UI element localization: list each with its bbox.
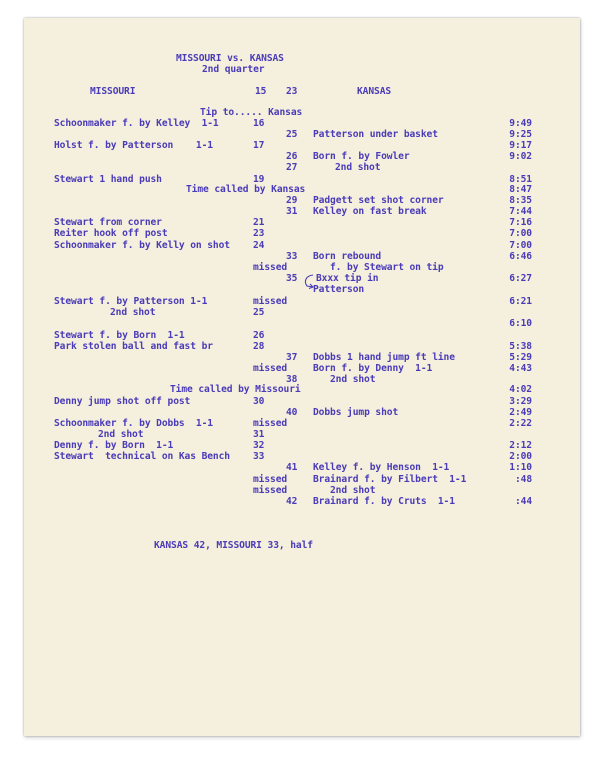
- score-value: 33: [286, 251, 298, 262]
- left-event: Denny f. by Born 1-1: [54, 440, 174, 451]
- left-score-header: 15: [255, 86, 267, 97]
- right-event: Bxxx tip in: [316, 273, 379, 284]
- right-event: Brainard f. by Filbert 1-1: [313, 474, 467, 485]
- page-title: MISSOURI vs. KANSAS: [176, 53, 284, 64]
- score-value: 27: [286, 162, 298, 173]
- game-time: 6:10: [509, 318, 532, 329]
- score-value: 38: [286, 374, 298, 385]
- score-value: missed: [253, 418, 288, 429]
- right-event: Dobbs 1 hand jump ft line: [313, 352, 455, 363]
- game-time: 9:49: [509, 118, 532, 129]
- score-value: 26: [253, 330, 265, 341]
- score-value: 40: [286, 407, 298, 418]
- score-value: 23: [253, 228, 265, 239]
- right-team-header: KANSAS: [357, 86, 392, 97]
- game-time: 6:27: [509, 273, 532, 284]
- right-event: 2nd shot: [330, 485, 376, 496]
- game-time: 2:22: [509, 418, 532, 429]
- score-value: 24: [253, 240, 265, 251]
- left-event: Schoonmaker f. by Kelley 1-1: [54, 118, 219, 129]
- right-event: 2nd shot: [330, 374, 376, 385]
- right-event: Kelley on fast break: [313, 206, 427, 217]
- score-value: 31: [253, 429, 265, 440]
- game-time: 6:21: [509, 296, 532, 307]
- left-event: Stewart technical on Kas Bench: [54, 451, 230, 462]
- score-value: 29: [286, 195, 298, 206]
- game-time: :44: [514, 496, 532, 507]
- game-time: 8:47: [509, 184, 532, 195]
- left-event: Time called by Missouri: [170, 384, 301, 395]
- score-value: 35: [286, 273, 298, 284]
- game-time: 7:00: [509, 240, 532, 251]
- left-event: 2nd shot: [98, 429, 144, 440]
- game-time: 4:43: [509, 363, 532, 374]
- score-value: missed: [253, 262, 288, 273]
- right-score-header: 23: [286, 86, 298, 97]
- game-time: 5:38: [509, 341, 532, 352]
- game-time: 7:44: [509, 206, 532, 217]
- left-event: Stewart from corner: [54, 217, 162, 228]
- right-event: Patterson under basket: [313, 129, 438, 140]
- score-value: 25: [253, 307, 265, 318]
- game-time: 4:02: [509, 384, 532, 395]
- left-event: Park stolen ball and fast br: [54, 341, 213, 352]
- left-event: 2nd shot: [110, 307, 156, 318]
- score-value: missed: [253, 485, 288, 496]
- score-value: 30: [253, 396, 265, 407]
- game-time: 8:51: [509, 174, 532, 185]
- right-event: f. by Stewart on tip: [330, 262, 444, 273]
- score-value: 25: [286, 129, 298, 140]
- game-time: 2:12: [509, 440, 532, 451]
- score-value: 26: [286, 151, 298, 162]
- left-event: Schoonmaker f. by Kelly on shot: [54, 240, 230, 251]
- score-value: 28: [253, 341, 265, 352]
- left-event: Stewart f. by Born 1-1: [54, 330, 185, 341]
- score-value: 33: [253, 451, 265, 462]
- right-event: 2nd shot: [335, 162, 381, 173]
- score-value: 32: [253, 440, 265, 451]
- right-event: Patterson: [313, 284, 365, 295]
- game-time: 1:10: [509, 462, 532, 473]
- right-event: Born rebound: [313, 251, 382, 262]
- score-value: 37: [286, 352, 298, 363]
- tip-line: Tip to..... Kansas: [200, 107, 303, 118]
- score-value: 41: [286, 462, 298, 473]
- game-time: 5:29: [509, 352, 532, 363]
- halftime-score: KANSAS 42, MISSOURI 33, half: [154, 540, 313, 551]
- score-value: missed: [253, 296, 288, 307]
- page-subtitle: 2nd quarter: [202, 64, 265, 75]
- left-team-header: MISSOURI: [90, 86, 136, 97]
- left-event: Reiter hook off post: [54, 228, 168, 239]
- left-event: Schoonmaker f. by Dobbs 1-1: [54, 418, 213, 429]
- left-event: Stewart f. by Patterson 1-1: [54, 296, 208, 307]
- right-event: Born f. by Denny 1-1: [313, 363, 433, 374]
- right-event: Kelley f. by Henson 1-1: [313, 462, 450, 473]
- game-time: 9:25: [509, 129, 532, 140]
- score-value: 21: [253, 217, 265, 228]
- game-time: 8:35: [509, 195, 532, 206]
- score-value: 42: [286, 496, 298, 507]
- score-value: missed: [253, 363, 288, 374]
- score-value: 31: [286, 206, 298, 217]
- game-time: 2:49: [509, 407, 532, 418]
- game-time: 6:46: [509, 251, 532, 262]
- left-event: Holst f. by Patterson 1-1: [54, 140, 213, 151]
- game-time: 2:00: [509, 451, 532, 462]
- left-event: Denny jump shot off post: [54, 396, 191, 407]
- game-time: 9:02: [509, 151, 532, 162]
- score-value: 17: [253, 140, 265, 151]
- game-time: 7:00: [509, 228, 532, 239]
- score-value: 16: [253, 118, 265, 129]
- game-time: 3:29: [509, 396, 532, 407]
- left-event: Time called by Kansas: [186, 184, 306, 195]
- game-time: 7:16: [509, 217, 532, 228]
- right-event: Padgett set shot corner: [313, 195, 444, 206]
- score-value: 19: [253, 174, 265, 185]
- left-event: Stewart 1 hand push: [54, 174, 162, 185]
- right-event: Dobbs jump shot: [313, 407, 399, 418]
- score-value: missed: [253, 474, 288, 485]
- right-event: Born f. by Fowler: [313, 151, 410, 162]
- right-event: Brainard f. by Cruts 1-1: [313, 496, 455, 507]
- handwritten-arrow-icon: [301, 273, 315, 289]
- game-time: :48: [514, 474, 532, 485]
- game-time: 9:17: [509, 140, 532, 151]
